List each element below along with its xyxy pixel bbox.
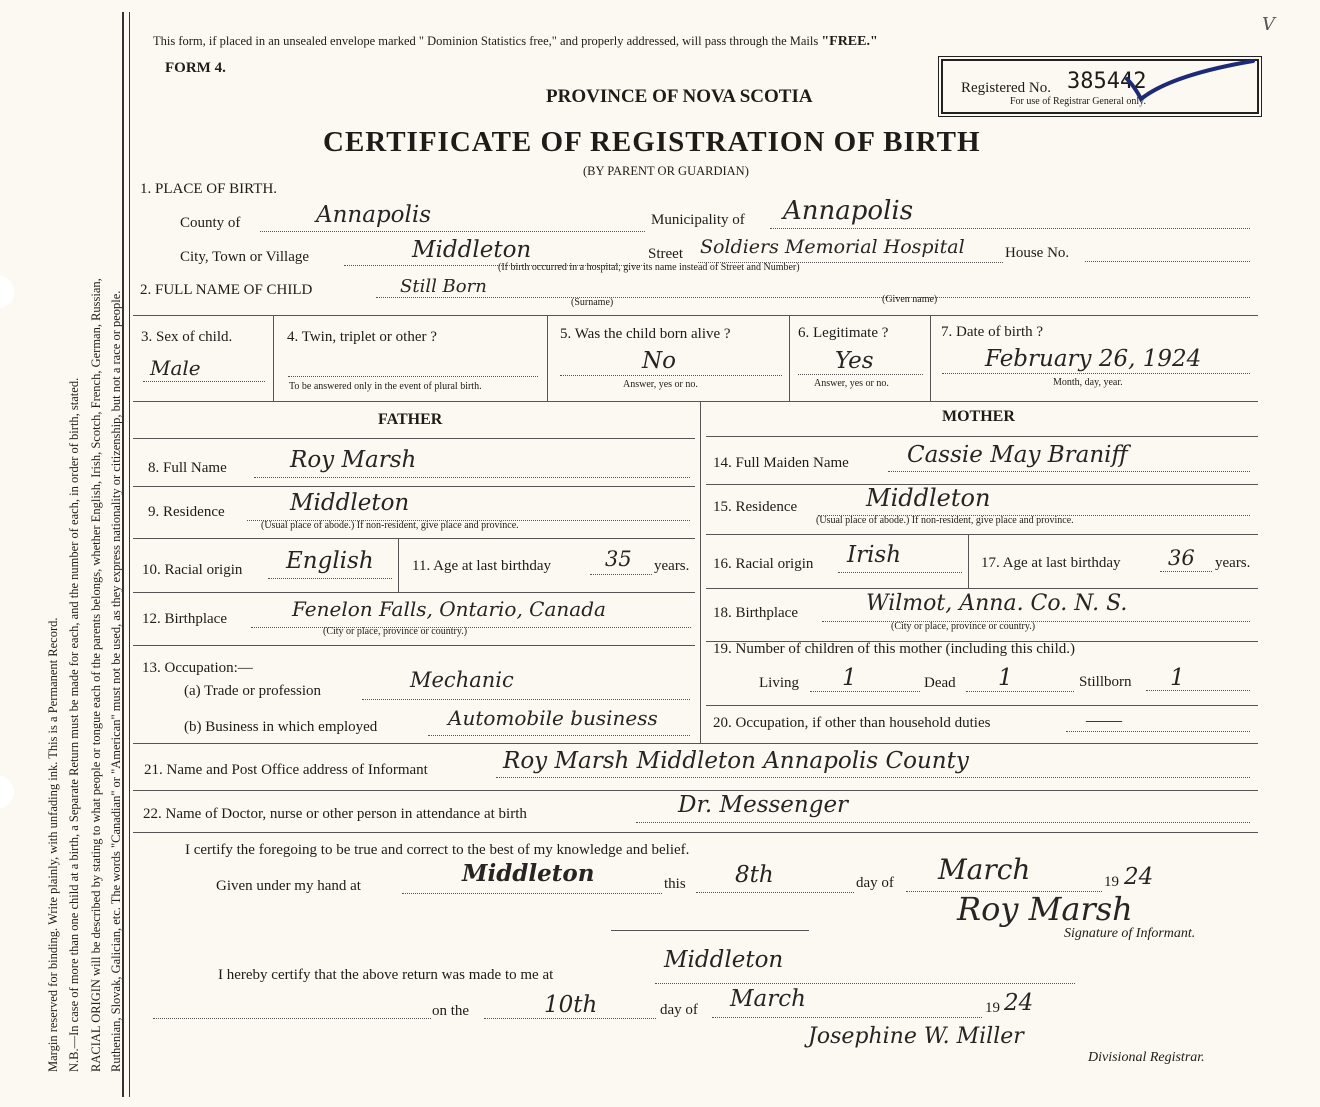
page-title: CERTIFICATE OF REGISTRATION OF BIRTH [323, 126, 981, 158]
informant-signature-caption: Signature of Informant. [1064, 926, 1196, 941]
sex-value: Male [150, 356, 201, 380]
mother-name-line [888, 471, 1250, 472]
father-age-years: years. [654, 558, 690, 574]
margin-note-binding: Margin reserved for binding. Write plainly, with unfading ink. This is a Permanent Record. [46, 617, 60, 1072]
cert-year-prefix: 19 [1104, 874, 1119, 890]
born-alive-label: 5. Was the child born alive ? [560, 326, 731, 342]
mother-occupation-label: 20. Occupation, if other than household duties [713, 715, 991, 731]
row-border [133, 832, 1258, 833]
twin-line [288, 376, 538, 377]
registrar-place-value: Middleton [664, 947, 784, 973]
born-alive-value: No [642, 348, 676, 374]
father-residence-caption: (Usual place of abode.) If non-resident, give place and province. [261, 520, 519, 531]
informant-label: 21. Name and Post Office address of Informant [144, 762, 428, 778]
punch-hole [0, 275, 14, 309]
cert-day-value: 8th [735, 862, 774, 888]
registrar-month-value: March [730, 986, 806, 1012]
row-border [706, 436, 1258, 437]
father-name-value: Roy Marsh [290, 447, 417, 473]
mother-age-label: 17. Age at last birthday [981, 555, 1121, 571]
legitimate-caption: Answer, yes or no. [814, 378, 889, 389]
check-mark-icon [1121, 57, 1261, 107]
mother-residence-label: 15. Residence [713, 499, 798, 515]
father-age-label: 11. Age at last birthday [412, 558, 551, 574]
hospital-note: (If birth occurred in a hospital, give its name instead of Street and Number) [498, 262, 800, 273]
father-business-value: Automobile business [448, 706, 658, 730]
registrar-caption: Divisional Registrar. [1088, 1050, 1205, 1065]
given-name-caption: (Given name) [882, 294, 938, 305]
legitimate-label: 6. Legitimate ? [798, 325, 889, 341]
born-alive-caption: Answer, yes or no. [623, 379, 698, 390]
mother-age-years: years. [1215, 555, 1251, 571]
binding-line [129, 12, 130, 1097]
mother-race-line [838, 572, 962, 573]
mother-race-label: 16. Racial origin [713, 556, 814, 572]
father-residence-label: 9. Residence [148, 504, 225, 520]
registrar-on-the-label: on the [432, 1003, 470, 1019]
father-business-label: (b) Business in which employed [184, 719, 378, 735]
mother-name-label: 14. Full Maiden Name [713, 455, 849, 471]
mother-occupation-value: —— [1086, 710, 1122, 730]
legitimate-value: Yes [835, 348, 874, 374]
sex-label: 3. Sex of child. [141, 329, 233, 345]
date-of-birth-caption: Month, day, year. [1053, 377, 1123, 388]
margin-note-multiple-births: N.B.—In case of more than one child at a birth, a Separate Return must be made for each, and the number of each, in order of birth, stated. [67, 377, 81, 1072]
certification-statement: I certify the foregoing to be true and correct to the best of my knowledge and belief. [185, 842, 690, 858]
father-business-line [428, 735, 690, 736]
children-stillborn-label: Stillborn [1079, 674, 1132, 690]
corner-check-mark: V [1262, 14, 1275, 35]
informant-signature: Roy Marsh [957, 890, 1133, 928]
given-at-value: Middleton [462, 860, 595, 887]
house-number-line [1085, 261, 1250, 262]
county-line [260, 231, 645, 232]
row-border [133, 743, 1258, 744]
row-border [133, 645, 695, 646]
registrar-use-note: For use of Registrar General only. [1010, 96, 1146, 107]
mother-residence-value: Middleton [866, 484, 991, 512]
cert-this-label: this [664, 876, 686, 892]
row-border [133, 592, 695, 593]
margin-note-racial-origin: RACIAL ORIGIN will be described by stating to what people or tongue each of the parents belongs, whether English, Irish, Scotch, French, German, Russian, [89, 278, 103, 1072]
children-living-line [810, 691, 920, 692]
registrar-signature: Josephine W. Miller [808, 1024, 1024, 1049]
row-border [706, 534, 1258, 535]
father-race-label: 10. Racial origin [142, 562, 243, 578]
children-living-value: 1 [842, 665, 857, 691]
mother-occupation-line [1066, 731, 1250, 732]
row-border [133, 438, 695, 439]
postal-note: This form, if placed in an unsealed envelope marked " Dominion Statistics free," and properly addressed, will pass through the Mails "FREE." [153, 34, 878, 49]
child-name-line [376, 297, 1250, 298]
registrar-day-line [484, 1018, 656, 1019]
doctor-value: Dr. Messenger [678, 792, 849, 818]
children-living-label: Living [759, 675, 799, 691]
registrar-dayof-label: day of [660, 1002, 698, 1018]
mother-birthplace-label: 18. Birthplace [713, 605, 798, 621]
row-border [133, 538, 695, 539]
twin-label: 4. Twin, triplet or other ? [287, 329, 437, 345]
child-name-label: 2. FULL NAME OF CHILD [140, 282, 313, 298]
street-value: Soldiers Memorial Hospital [700, 236, 965, 258]
registered-label: Registered No. [961, 80, 1051, 96]
mother-name-value: Cassie May Braniff [907, 442, 1128, 468]
date-of-birth-label: 7. Date of birth ? [941, 324, 1044, 340]
mother-age-line [1160, 571, 1212, 572]
children-dead-label: Dead [924, 675, 956, 691]
given-at-line [402, 893, 662, 894]
father-birthplace-line [251, 627, 691, 628]
registrar-blank-line [153, 1018, 431, 1019]
col-border [968, 534, 969, 588]
registrar-statement: I hereby certify that the above return was made to me at [218, 967, 554, 983]
father-trade-label: (a) Trade or profession [184, 683, 322, 699]
father-birthplace-label: 12. Birthplace [142, 611, 227, 627]
sex-line [143, 381, 265, 382]
mother-race-value: Irish [847, 542, 902, 568]
col-border [789, 315, 790, 401]
municipality-value: Annapolis [783, 196, 914, 226]
father-name-line [254, 477, 690, 478]
date-of-birth-line [942, 373, 1250, 374]
date-of-birth-value: February 26, 1924 [985, 346, 1202, 372]
row-border [133, 790, 1258, 791]
father-race-value: English [286, 548, 374, 574]
col-border [398, 538, 399, 592]
children-stillborn-line [1146, 690, 1250, 691]
row-border [133, 486, 695, 487]
row-border [706, 588, 1258, 589]
binding-line [122, 12, 124, 1097]
col-border [547, 315, 548, 401]
city-value: Middleton [412, 237, 532, 263]
province-heading: PROVINCE OF NOVA SCOTIA [546, 86, 813, 107]
father-age-line [590, 574, 652, 575]
father-race-line [268, 578, 392, 579]
cert-day-line [696, 892, 854, 893]
parents-divider [700, 401, 701, 743]
doctor-label: 22. Name of Doctor, nurse or other person in attendance at birth [143, 806, 527, 822]
cert-year-value: 24 [1124, 864, 1154, 890]
father-birthplace-caption: (City or place, province or country.) [323, 626, 468, 637]
registrar-year-prefix: 19 [985, 1000, 1000, 1016]
punch-hole [0, 775, 14, 809]
col-border [273, 315, 274, 401]
mother-residence-caption: (Usual place of abode.) If non-resident, give place and province. [816, 515, 1074, 526]
mother-children-label: 19. Number of children of this mother (including this child.) [713, 641, 1076, 657]
registered-number: 385442 [1067, 69, 1147, 94]
cert-month-value: March [938, 853, 1031, 886]
registrar-day-value: 10th [544, 992, 598, 1018]
registrar-month-line [712, 1017, 982, 1018]
cert-dayof-label: day of [856, 875, 894, 891]
margin-note-racial-origin-cont: Ruthenian, Slovak, Galician, etc. The words "Canadian" or "American" must not be used, as they express nationality or citizenship, but not a race or people. [109, 290, 123, 1072]
municipality-label: Municipality of [651, 212, 745, 228]
street-label: Street [648, 246, 683, 262]
born-alive-line [560, 375, 782, 376]
children-stillborn-value: 1 [1170, 665, 1185, 691]
informant-value: Roy Marsh Middleton Annapolis County [503, 748, 969, 774]
registrar-year-value: 24 [1004, 990, 1034, 1016]
row-border [133, 315, 1258, 316]
row-border [706, 705, 1258, 706]
registration-box [941, 59, 1259, 114]
municipality-line [770, 228, 1250, 229]
registrar-place-line [655, 983, 1075, 984]
father-birthplace-value: Fenelon Falls, Ontario, Canada [292, 597, 606, 621]
informant-line [496, 777, 1250, 778]
page-subtitle: (BY PARENT OR GUARDIAN) [583, 164, 749, 178]
mother-heading: MOTHER [942, 408, 1015, 425]
father-trade-line [362, 699, 690, 700]
father-residence-value: Middleton [290, 490, 410, 516]
house-number-label: House No. [1005, 245, 1070, 261]
county-label: County of [180, 215, 241, 231]
surname-caption: (Surname) [571, 297, 614, 308]
legitimate-line [798, 374, 923, 375]
mother-birthplace-line [822, 621, 1250, 622]
doctor-line [636, 822, 1250, 823]
children-dead-value: 1 [998, 665, 1013, 691]
separator-line [611, 930, 809, 931]
mother-birthplace-caption: (City or place, province or country.) [891, 621, 1036, 632]
col-border [930, 315, 931, 401]
mother-age-value: 36 [1168, 546, 1195, 570]
father-age-value: 35 [605, 547, 632, 571]
mother-birthplace-value: Wilmot, Anna. Co. N. S. [866, 591, 1128, 616]
father-heading: FATHER [378, 411, 443, 428]
county-value: Annapolis [316, 202, 432, 228]
twin-note: To be answered only in the event of plural birth. [289, 381, 482, 392]
row-border [133, 401, 1258, 402]
city-label: City, Town or Village [180, 249, 310, 265]
father-trade-value: Mechanic [410, 668, 514, 692]
given-at-label: Given under my hand at [216, 878, 361, 894]
form-number: FORM 4. [165, 60, 226, 76]
father-name-label: 8. Full Name [148, 460, 227, 476]
children-dead-line [966, 691, 1074, 692]
father-occupation-label: 13. Occupation:— [142, 660, 253, 676]
child-name-value: Still Born [400, 276, 487, 297]
place-of-birth-heading: 1. PLACE OF BIRTH. [140, 181, 278, 197]
